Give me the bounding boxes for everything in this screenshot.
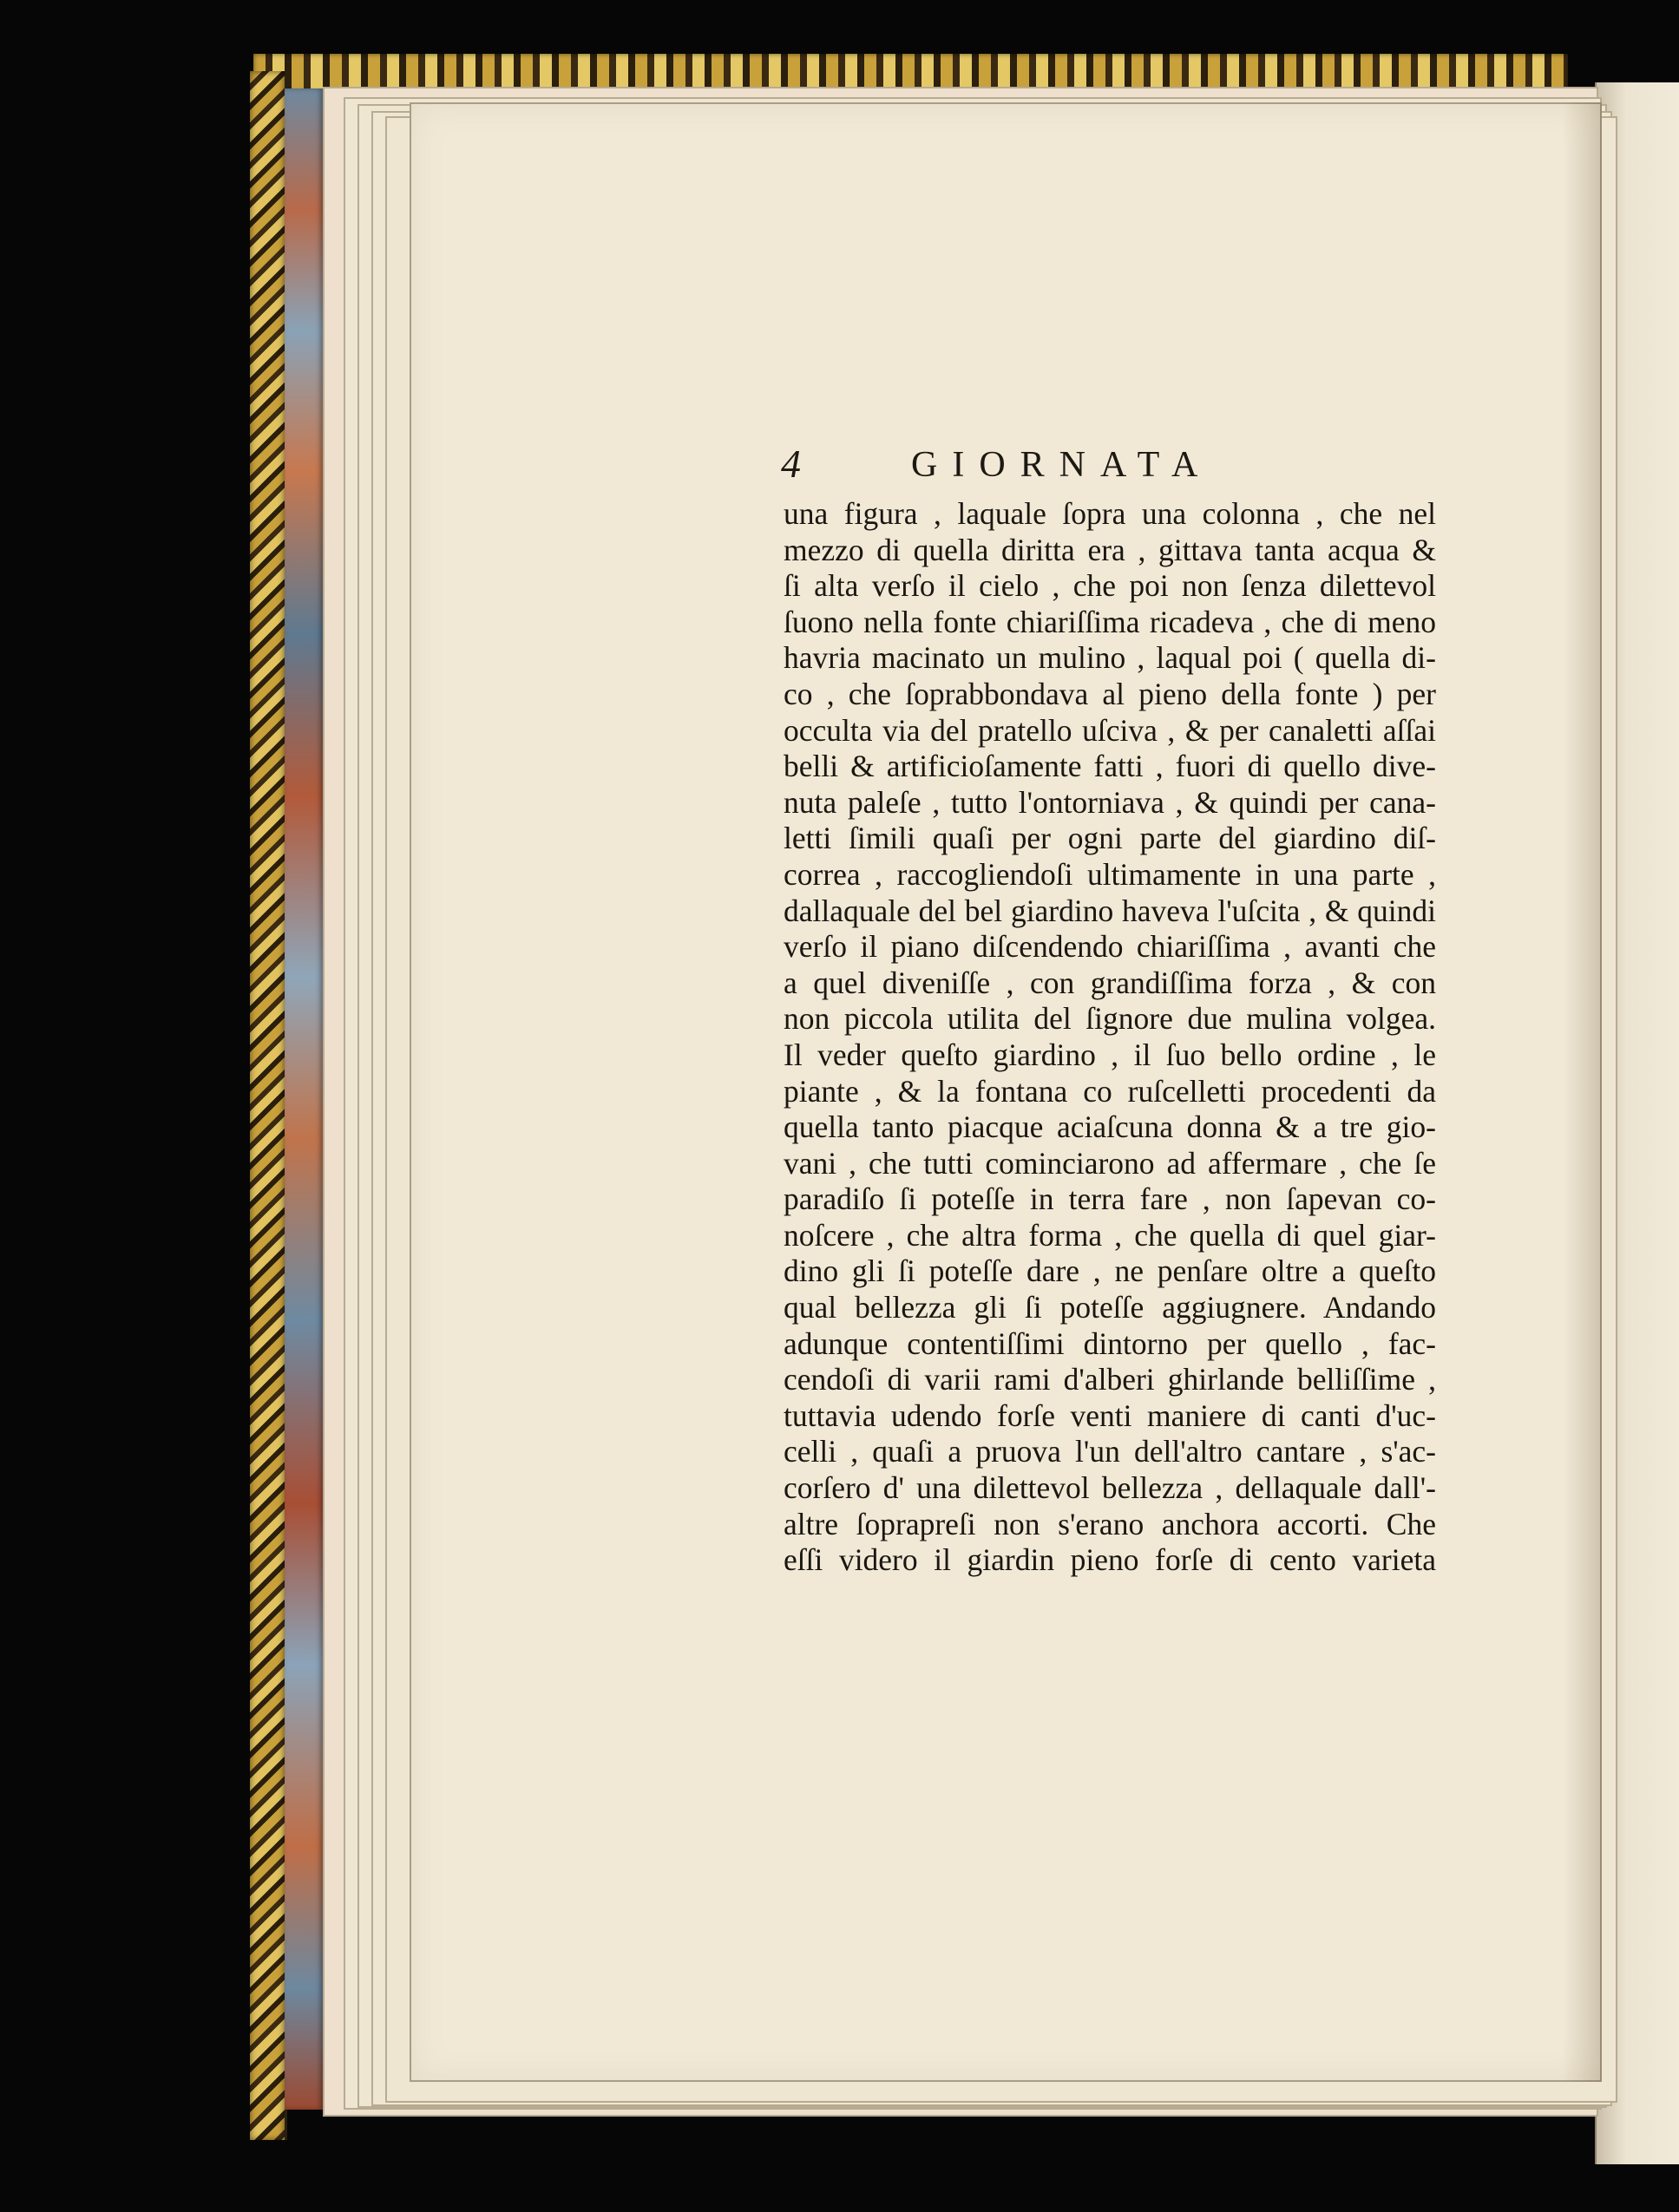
text-line: belli & artificioſamente fatti , fuori di quello dive- [784, 749, 1436, 784]
text-line: mezzo di quella diritta era , gittava tanta acqua & [784, 532, 1436, 567]
text-line: non piccola utilita del ſignore due mulina volgea. [784, 1001, 1436, 1037]
text-line: vani , che tutti cominciarono ad affermare , che ſe [784, 1145, 1436, 1181]
running-head: GIORNATA [911, 445, 1213, 485]
text-line: cendoſi di varii rami d'alberi ghirlande belliſſime , [784, 1362, 1436, 1397]
text-line: Il veder queſto giardino , il ſuo bello ordine , le [784, 1037, 1436, 1072]
text-line: letti ſimili quaſi per ogni parte del giardino diſ- [784, 821, 1436, 856]
text-line: corſero d' una dilettevol bellezza , dellaquale dall'- [784, 1470, 1436, 1506]
text-line: nuta paleſe , tutto l'ontorniava , & quindi per cana- [784, 784, 1436, 820]
text-line: ſi alta verſo il cielo , che poi non ſenza dilettevol [784, 568, 1436, 604]
text-line: altre ſoprapreſi non s'erano anchora accorti. Che [784, 1506, 1436, 1541]
page-number: 4 [781, 442, 801, 486]
text-line: occulta via del pratello uſciva , & per canaletti aſſai [784, 712, 1436, 748]
text-line: ſuono nella fonte chiariſſima ricadeva , che di meno [784, 604, 1436, 639]
text-line: piante , & la fontana co ruſcelletti procedenti da [784, 1073, 1436, 1109]
text-line: noſcere , che altra forma , che quella di quel giar- [784, 1217, 1436, 1253]
text-line: co , che ſoprabbondava al pieno della fonte ) per [784, 676, 1436, 711]
gutter-shadow [1562, 102, 1602, 2082]
text-line: qual bellezza gli ſi poteſſe aggiugnere. Andando [784, 1290, 1436, 1325]
text-line: eſſi videro il giardin pieno forſe di cento varieta [784, 1542, 1436, 1578]
marbled-endpaper [285, 88, 323, 2110]
text-line: dino gli ſi poteſſe dare , ne penſare oltre a queſto [784, 1253, 1436, 1289]
text-line: havria macinato un mulino , laqual poi ( quella di- [784, 640, 1436, 676]
text-line: tuttavia udendo forſe venti maniere di canti d'uc- [784, 1397, 1436, 1433]
text-line: dallaquale del bel giardino haveva l'uſcita , & quindi [784, 893, 1436, 928]
text-line: una figura , laquale ſopra una colonna , che nel [784, 496, 1436, 531]
page-header [781, 441, 1440, 493]
text-line: verſo il piano diſcendendo chiariſſima , avanti che [784, 929, 1436, 965]
text-line: paradiſo ſi poteſſe in terra fare , non ſapevan co- [784, 1181, 1436, 1217]
text-line: celli , quaſi a pruova l'un dell'altro cantare , s'ac- [784, 1434, 1436, 1469]
text-line: correa , raccogliendoſi ultimamente in una parte , [784, 856, 1436, 892]
text-line: adunque contentiſſimi dintorno per quello , fac- [784, 1325, 1436, 1361]
body-text [784, 496, 1436, 1579]
gilded-spine [250, 71, 287, 2140]
text-line: a quel diveniſſe , con grandiſſima forza , & con [784, 965, 1436, 1000]
text-line: quella tanto piacque aciaſcuna donna & a tre gio- [784, 1109, 1436, 1145]
